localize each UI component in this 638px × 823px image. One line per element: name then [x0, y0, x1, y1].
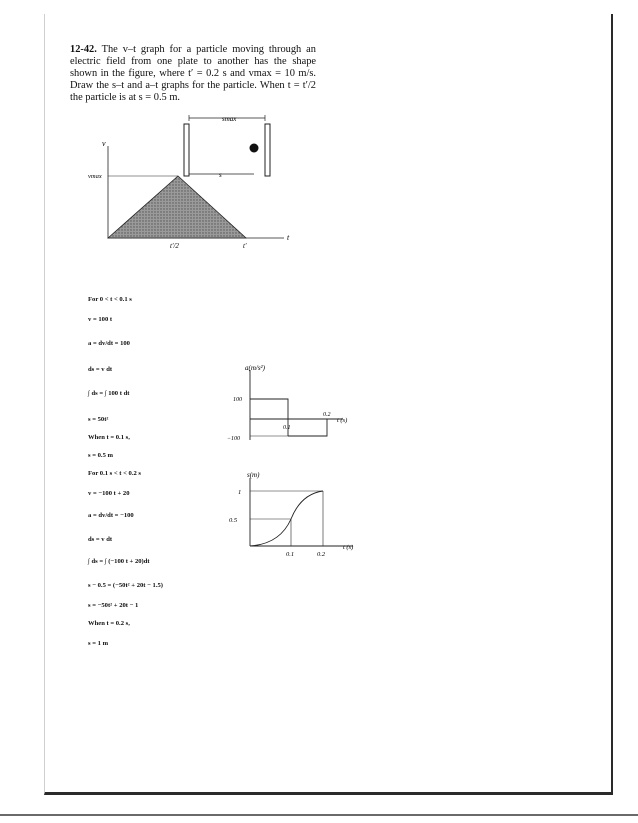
a-y-label: a(m/s²)	[245, 364, 265, 372]
a-x-label: t (s)	[337, 417, 348, 424]
solution-line: v = −100 t + 20	[88, 490, 130, 497]
s-t1-label: 0.1	[286, 551, 295, 558]
right-plate	[265, 124, 270, 176]
s-y-label: s(m)	[247, 471, 260, 479]
solution-line: When t = 0.2 s,	[88, 620, 130, 627]
t-prime-label: t′	[243, 242, 247, 250]
a-neg-label: −100	[227, 436, 241, 442]
s-x-label: t (s)	[343, 544, 354, 551]
s-curve	[250, 491, 323, 546]
left-plate	[184, 124, 189, 176]
t-axis-label: t	[287, 233, 290, 242]
bottom-rule	[0, 814, 638, 816]
solution-line: v = 100 t	[88, 316, 113, 323]
solution-line: a = dv/dt = 100	[88, 340, 130, 347]
solution-line: For 0.1 s < t < 0.2 s	[88, 470, 141, 477]
problem-figure	[88, 106, 298, 256]
s-y2-label: 0.5	[229, 517, 238, 524]
vmax-label: vmax	[88, 173, 102, 180]
solution-line: When t = 0.1 s,	[88, 434, 130, 441]
solution-line: ds = v dt	[88, 536, 113, 543]
solution-line: ds = v dt	[88, 366, 113, 373]
smax-label: smax	[222, 115, 237, 123]
a-negative-step	[288, 419, 327, 436]
a-t-graph	[225, 360, 375, 450]
velocity-triangle	[108, 176, 246, 238]
v-axis-label: v	[102, 139, 106, 148]
a-t2-label: 0.2	[323, 412, 331, 418]
solution-line: ∫ ds = ∫ 100 t dt	[88, 390, 130, 397]
s-label: s	[219, 171, 222, 179]
solution-line: s = −50t² + 20t − 1	[88, 602, 139, 609]
problem-number: 12-42.	[70, 44, 97, 55]
solution-line: ∫ ds = ∫ (−100 t + 20)dt	[88, 558, 150, 565]
a-pos-label: 100	[233, 397, 242, 403]
solution-line: s = 0.5 m	[88, 452, 114, 459]
s-t2-label: 0.2	[317, 551, 326, 558]
solution-line: s − 0.5 = (−50t² + 20t − 1.5)	[88, 582, 163, 589]
s-t-graph	[225, 466, 375, 566]
solution-line: For 0 < t < 0.1 s	[88, 296, 132, 303]
problem-statement	[70, 44, 316, 104]
t-half-label: t′/2	[170, 242, 179, 250]
s-y1-label: 1	[238, 489, 242, 496]
solution-line: a = dv/dt = −100	[88, 512, 134, 519]
a-t1-label: 0.1	[283, 425, 291, 431]
solution-line: s = 50t²	[88, 416, 109, 423]
solution-line: s = 1 m	[88, 640, 109, 647]
problem-text: The v–t graph for a particle moving through an electric field from one plate to another has the shape shown in the figure, where t′ = 0.2 s and vmax = 10 m/s. Draw the s–t and a–t graphs for the particle. When t = t′/2 the particle is at s = 0.5 m.	[70, 44, 316, 103]
particle	[250, 144, 259, 153]
